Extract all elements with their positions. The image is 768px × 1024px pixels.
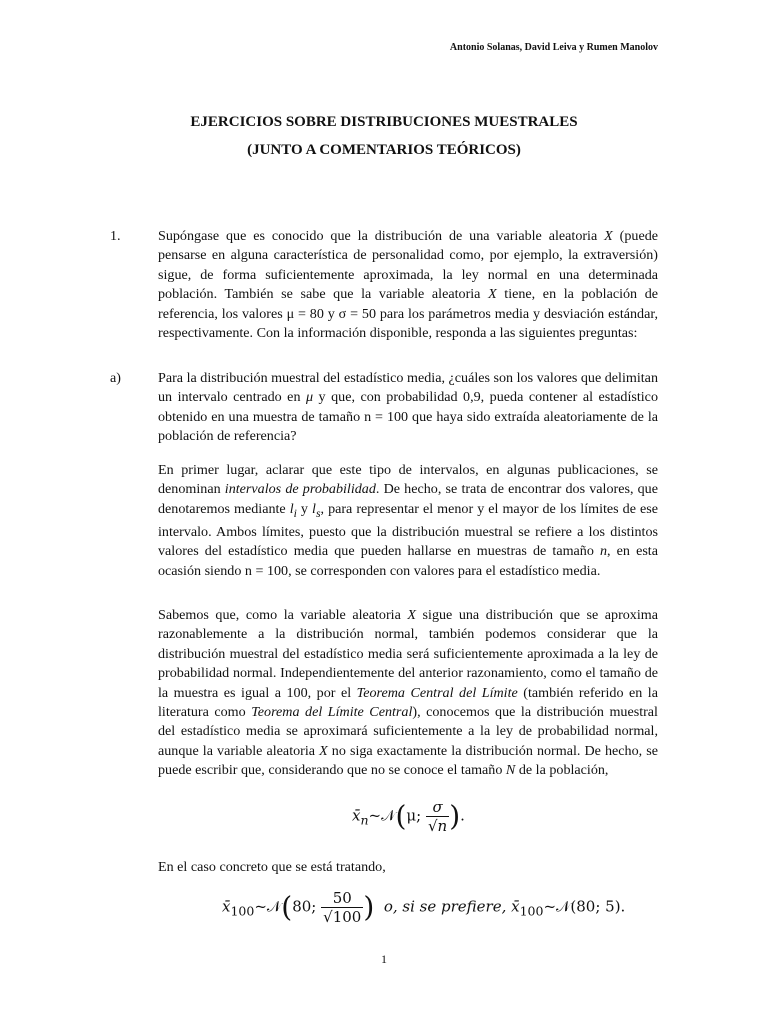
header-authors: Antonio Solanas, David Leiva y Rumen Manolov — [449, 42, 658, 53]
title-line-2: (JUNTO A COMENTARIOS TEÓRICOS) — [247, 142, 521, 158]
paragraph-probability-intervals: En primer lugar, aclarar que este tipo de intervalos, en algunas publicaciones, se denominan intervalos de probabilidad. De hecho, se trata de encontrar dos valores, que denotaremos mediante $l_i$ y $l_s$, para representar el menor y el mayor de los límites de ese intervalo. Ambos límites, puesto que la distribución muestral se refiere a los distintos valores del estadístico media que pueden hallarse en muestras de tamaño n, en esta ocasión siendo n = 100, se corresponden con valores para el estadístico media. — [158, 462, 659, 579]
exercise-number: 1. — [110, 228, 121, 244]
equation-concrete-case: $x̄_{100}\sim 𝒩(80$; $\frac{50}{√100}$ ) o, si se prefiere, $x̄_{100}\sim 𝒩(80$; 5). — [222, 889, 626, 926]
page-number: 1 — [381, 952, 387, 966]
exercise-1-text: Supóngase que es conocido que la distribución de una variable aleatoria X (puede pensarse en alguna característica de personalidad como, por ejemplo, la extraversión) sigue, de forma suficientemente aproximada, la ley normal en una determinada población. También se sabe que la variable aleatoria X tiene, en la población de referencia, los valores μ = 80 y σ = 50 para los parámetros media y desviación estándar, respectivamente. Con la información disponible, responda a las siguientes preguntas: — [158, 228, 658, 342]
exercise-1 — [110, 227, 658, 343]
part-a-question — [110, 369, 658, 447]
title-line-1: EJERCICIOS SOBRE DISTRIBUCIONES MUESTRALES — [190, 114, 578, 130]
paragraph-concrete-case: En el caso concreto que se está tratando, — [158, 859, 386, 875]
part-a-label: a) — [110, 370, 121, 386]
paragraph-central-limit: Sabemos que, como la variable aleatoria X sigue una distribución que se aproxima razonablemente a la distribución normal, también podemos considerar que la distribución muestral del estadístico media será suficientemente aproximada a la ley de probabilidad normal. Independientemente del anterior razonamiento, como el tamaño de la muestra es igual a 100, por el Teorema Central del Límite (también referido en la literatura como Teorema del Límite Central), conocemos que la distribución muestral del estadístico media se aproximará suficientemente a la ley de probabilidad normal, aunque la variable aleatoria X no siga exactamente la distribución normal. De hecho, se puede escribir que, considerando que no se conoce el tamaño N de la población, — [158, 607, 658, 779]
equation-sampling-distribution: $x̄_n\sim 𝒩(\mu$; $\frac{\sigma}{√n}$ ). — [352, 798, 465, 835]
part-a-text: Para la distribución muestral del estadístico media, ¿cuáles son los valores que delimitan un intervalo centrado en μ y que, con probabilidad 0,9, pueda contener al estadístico obtenido en una muestra de tamaño n = 100 que haya sido extraída aleatoriamente de la población de referencia? — [158, 370, 658, 445]
